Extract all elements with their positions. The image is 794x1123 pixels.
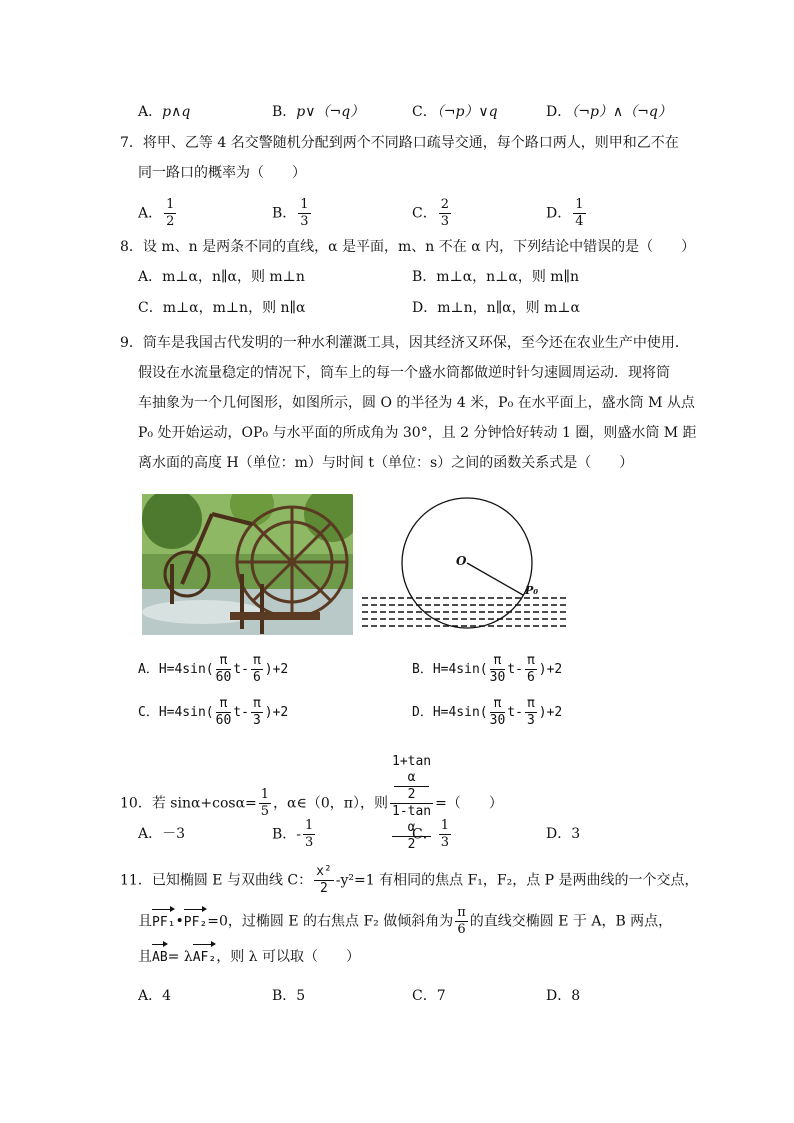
fraction [216, 653, 232, 686]
denominator: 3 [526, 713, 535, 728]
question-number: 9． [120, 335, 143, 351]
stem-text: = λ [167, 949, 193, 965]
q7-stem-line1 [120, 132, 679, 154]
option-label: C． [412, 205, 437, 222]
stem-text: ，α∈（0，π），则 [273, 795, 388, 812]
q11-stem-line3 [138, 946, 360, 969]
numerator: 1 [575, 197, 584, 212]
option-label: B． [272, 104, 297, 120]
stem-text: 将甲、乙等 4 名交警随机分配到两个不同路口疏导交通，每个路口两人，则甲和乙不在 [142, 135, 679, 151]
q9-stem-line4: P₀ 处开始运动，OP₀ 与水平面的所成角为 30°，且 2 分钟恰好转动 1 圈，则盛水筒 M 距 [138, 425, 697, 441]
fraction [298, 197, 310, 230]
fraction [303, 818, 315, 851]
stem-text: -y²=1 有相同的焦点 F₁，F₂，点 P 是两曲线的一个交点， [335, 872, 699, 889]
q9-option-b [412, 653, 562, 686]
q10-option-a: A．－3 [138, 826, 186, 842]
stem-text: 的直线交椭圆 E 于 A，B 两点， [469, 913, 673, 930]
fraction [455, 905, 468, 938]
water-wheel-photo-svg [142, 494, 353, 635]
vector-af2: AF₂ [193, 947, 216, 969]
question-number: 8． [120, 239, 143, 255]
formula-part: )+2 [538, 662, 563, 677]
option-label: B． [272, 205, 297, 222]
q6-option-d [546, 101, 672, 123]
q9-option-c [138, 696, 288, 729]
vector-pf1: PF₁ [152, 912, 175, 934]
option-text: p∧q [162, 104, 191, 120]
fraction [439, 818, 451, 851]
fraction [314, 864, 334, 897]
denominator: 2 [320, 881, 328, 896]
denominator: 60 [215, 713, 232, 728]
numerator: 2 [440, 197, 449, 212]
denominator: 6 [252, 670, 261, 685]
numerator: 1 [166, 197, 175, 212]
stem-text: ，则 λ 可以取（ ） [216, 949, 360, 965]
stem-text: 筒车是我国古代发明的一种水利灌溉工具，因其经济又环保，至今还在农业生产中使用． [142, 335, 689, 351]
q9-stem-line2: 假设在水流量稳定的情况下，筒车上的每一个盛水筒都做逆时针匀速圆周运动．现将筒 [138, 365, 670, 381]
q8-stem [120, 236, 695, 258]
formula-part: t- [233, 662, 249, 677]
fraction [164, 197, 176, 230]
denominator: 5 [260, 804, 270, 819]
option-label: C． [138, 705, 159, 720]
water-wheel-photo [142, 494, 353, 635]
tan-numerator [390, 754, 433, 804]
denominator: 3 [300, 214, 309, 229]
numerator: π [216, 653, 232, 670]
formula-part: )+2 [264, 662, 289, 677]
formula-part: t- [507, 662, 523, 677]
denominator: 30 [489, 670, 506, 685]
stem-text: 若 sinα+cosα= [151, 795, 257, 812]
q11-stem-line2 [138, 905, 672, 938]
numerator: π [457, 905, 466, 920]
numerator: π [252, 653, 261, 668]
denominator: 2 [166, 214, 175, 229]
fraction [259, 787, 271, 820]
numerator: 1 [440, 818, 449, 833]
denominator: 3 [440, 214, 449, 229]
formula-part: 1+tan [392, 754, 432, 769]
q8-option-b: B．m⊥α，n⊥α，则 m∥n [412, 269, 580, 285]
circle-diagram [360, 490, 572, 636]
denominator: 3 [440, 835, 449, 850]
numerator: π [490, 653, 506, 670]
option-label: D． [412, 705, 433, 720]
q6-option-c [412, 101, 498, 123]
fraction [573, 197, 585, 230]
stem-text: =（ ） [435, 795, 503, 812]
numerator: α [392, 820, 431, 837]
denominator: 30 [489, 713, 506, 728]
option-label: C． [412, 826, 437, 843]
option-label: D． [546, 205, 572, 222]
q9-stem-line1 [120, 332, 689, 354]
question-number: 7． [120, 135, 143, 151]
denominator: 3 [252, 713, 261, 728]
label-o: O [456, 554, 467, 568]
q8-option-d: D．m⊥n，n∥α，则 m⊥α [412, 300, 580, 316]
option-label: A． [138, 662, 159, 677]
option-label: D． [546, 104, 572, 120]
stem-text: 且 [138, 913, 152, 930]
formula-part: H=4sin( [432, 662, 488, 677]
numerator: 1 [305, 818, 314, 833]
stem-text: 设 m、n 是两条不同的直线，α 是平面，m、n 不在 α 内，下列结论中错误的是（ ） [142, 239, 696, 255]
q6-option-b [272, 101, 364, 123]
fraction [490, 696, 506, 729]
q7-option-b [272, 197, 313, 230]
option-text: p∨（¬q） [296, 104, 365, 120]
denominator: 3 [305, 835, 314, 850]
denominator: 60 [215, 670, 232, 685]
formula-part: t- [507, 705, 523, 720]
fraction [525, 653, 537, 686]
formula-part: 1-tan [392, 804, 432, 819]
formula-part: )+2 [264, 705, 289, 720]
numerator: π [490, 696, 506, 713]
q10-option-d: D．3 [546, 826, 581, 842]
option-text: （¬p）∨q [436, 104, 498, 120]
option-text: （¬p）∧（¬q） [571, 104, 672, 120]
option-label: A． [138, 205, 163, 222]
formula-part: H=4sin( [158, 662, 214, 677]
fraction [251, 696, 263, 729]
numerator: π [526, 653, 535, 668]
q11-option-a: A．4 [138, 988, 172, 1004]
q11-stem-line1 [120, 864, 699, 897]
vector-ab: AB [152, 947, 168, 969]
numerator: x² [316, 864, 332, 879]
q8-option-a: A．m⊥α，n∥α，则 m⊥n [138, 269, 305, 285]
q10-option-b [272, 818, 317, 851]
formula-part: H=4sin( [432, 705, 488, 720]
formula-part: H=4sin( [158, 705, 214, 720]
q9-stem-line5: 离水面的高度 H（单位：m）与时间 t（单位：s）之间的函数关系式是（ ） [138, 455, 634, 471]
q11-option-b: B．5 [272, 988, 306, 1004]
numerator: π [216, 696, 232, 713]
formula-part: t- [233, 705, 249, 720]
q6-option-a [138, 101, 190, 123]
vector-pf2: PF₂ [184, 912, 207, 934]
q9-option-d [412, 696, 562, 729]
stem-text: 已知椭圆 E 与双曲线 C： [151, 872, 313, 889]
dot-operator: • [175, 913, 184, 930]
q11-option-c: C．7 [412, 988, 446, 1004]
q7-option-d [546, 197, 588, 230]
numerator: 1 [300, 197, 309, 212]
q9-stem-line3: 车抽象为一个几何图形，如图所示，圆 O 的半径为 4 米，P₀ 在水平面上，盛水筒 M 从点 [138, 395, 695, 411]
fraction [216, 696, 232, 729]
fraction [525, 696, 537, 729]
q7-stem-line2: 同一路口的概率为（ ） [138, 165, 306, 181]
stem-text: =0，过椭圆 E 的右焦点 F₂ 做倾斜角为 [207, 913, 454, 930]
numerator: 1 [260, 787, 270, 802]
option-label: A． [138, 104, 163, 120]
question-number: 10． [120, 795, 152, 812]
denominator: 6 [526, 670, 535, 685]
stem-text: 且 [138, 949, 152, 965]
q8-option-c: C．m⊥α，m⊥n，则 n∥α [138, 300, 306, 316]
question-number: 11． [120, 872, 152, 889]
option-label: C． [412, 104, 437, 120]
fraction [394, 770, 429, 803]
option-label: B． [272, 826, 297, 843]
fraction [439, 197, 451, 230]
label-p0: P₀ [525, 584, 539, 597]
q11-option-d: D．8 [546, 988, 581, 1004]
fraction [490, 653, 506, 686]
fraction [251, 653, 263, 686]
q7-option-c [412, 197, 453, 230]
denominator: 2 [407, 837, 416, 852]
q7-option-a [138, 197, 178, 230]
denominator: 2 [407, 787, 416, 802]
numerator: π [526, 696, 535, 711]
denominator: 4 [575, 214, 584, 229]
q9-option-a [138, 653, 288, 686]
option-label: B． [412, 662, 433, 677]
q10-option-c [412, 818, 453, 851]
formula-part: )+2 [538, 705, 563, 720]
numerator: π [252, 696, 261, 711]
denominator: 6 [457, 922, 466, 937]
minus-sign: - [296, 826, 302, 843]
numerator: α [394, 770, 429, 787]
